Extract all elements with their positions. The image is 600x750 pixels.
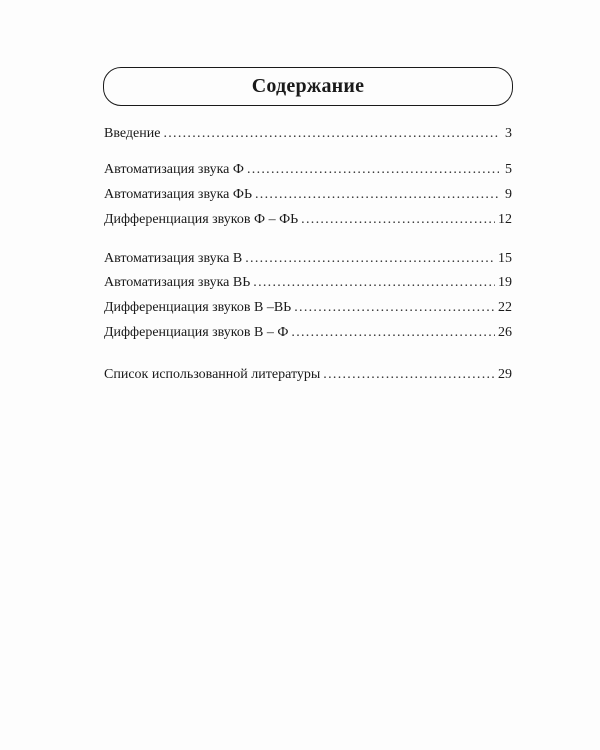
toc-entry-label: Автоматизация звука ФЬ bbox=[104, 187, 252, 202]
toc-entry-page-number: 19 bbox=[498, 275, 512, 290]
dot-leader bbox=[301, 210, 495, 230]
dot-leader bbox=[291, 323, 495, 343]
dot-leader bbox=[323, 365, 495, 385]
toc-entry-automation-v[interactable] bbox=[104, 249, 512, 269]
toc-entry-differentiation-f[interactable] bbox=[104, 210, 512, 230]
toc-entry-label: Автоматизация звука В bbox=[104, 251, 243, 266]
toc-entry-page-number: 29 bbox=[498, 367, 512, 382]
toc-entry-label: Дифференциация звуков В –ВЬ bbox=[104, 300, 292, 315]
toc-entry-page-number: 22 bbox=[498, 300, 512, 315]
page-title: Содержание bbox=[251, 75, 365, 97]
toc-entry-label: Введение bbox=[104, 126, 161, 141]
toc-entry-label: Дифференциация звуков Ф – ФЬ bbox=[104, 212, 299, 227]
dot-leader bbox=[255, 185, 499, 205]
toc-entry-page-number: 15 bbox=[498, 251, 512, 266]
toc-entry-label: Список использованной литературы bbox=[104, 367, 321, 382]
toc-entry-page-number: 26 bbox=[498, 325, 512, 340]
toc-entry-differentiation-v[interactable] bbox=[104, 298, 512, 318]
toc-entry-automation-v-soft[interactable] bbox=[104, 273, 512, 293]
dot-leader bbox=[163, 124, 499, 144]
dot-leader bbox=[247, 160, 499, 180]
title-frame bbox=[103, 67, 513, 106]
toc-entry-automation-f[interactable] bbox=[104, 160, 512, 180]
toc-entry-page-number: 12 bbox=[498, 212, 512, 227]
toc-entry-bibliography[interactable] bbox=[104, 365, 512, 385]
toc-entry-automation-f-soft[interactable] bbox=[104, 185, 512, 205]
toc-entry-label: Дифференциация звуков В – Ф bbox=[104, 325, 289, 340]
toc-entry-label: Автоматизация звука Ф bbox=[104, 162, 244, 177]
toc-entry-differentiation-v-f[interactable] bbox=[104, 323, 512, 343]
toc-entry-page-number: 5 bbox=[505, 162, 512, 177]
toc-entry-page-number: 3 bbox=[505, 126, 512, 141]
toc-entry-label: Автоматизация звука ВЬ bbox=[104, 275, 251, 290]
dot-leader bbox=[245, 249, 495, 269]
dot-leader bbox=[253, 273, 495, 293]
dot-leader bbox=[294, 298, 495, 318]
toc-entry-introduction[interactable] bbox=[104, 124, 512, 144]
toc-entry-page-number: 9 bbox=[505, 187, 512, 202]
